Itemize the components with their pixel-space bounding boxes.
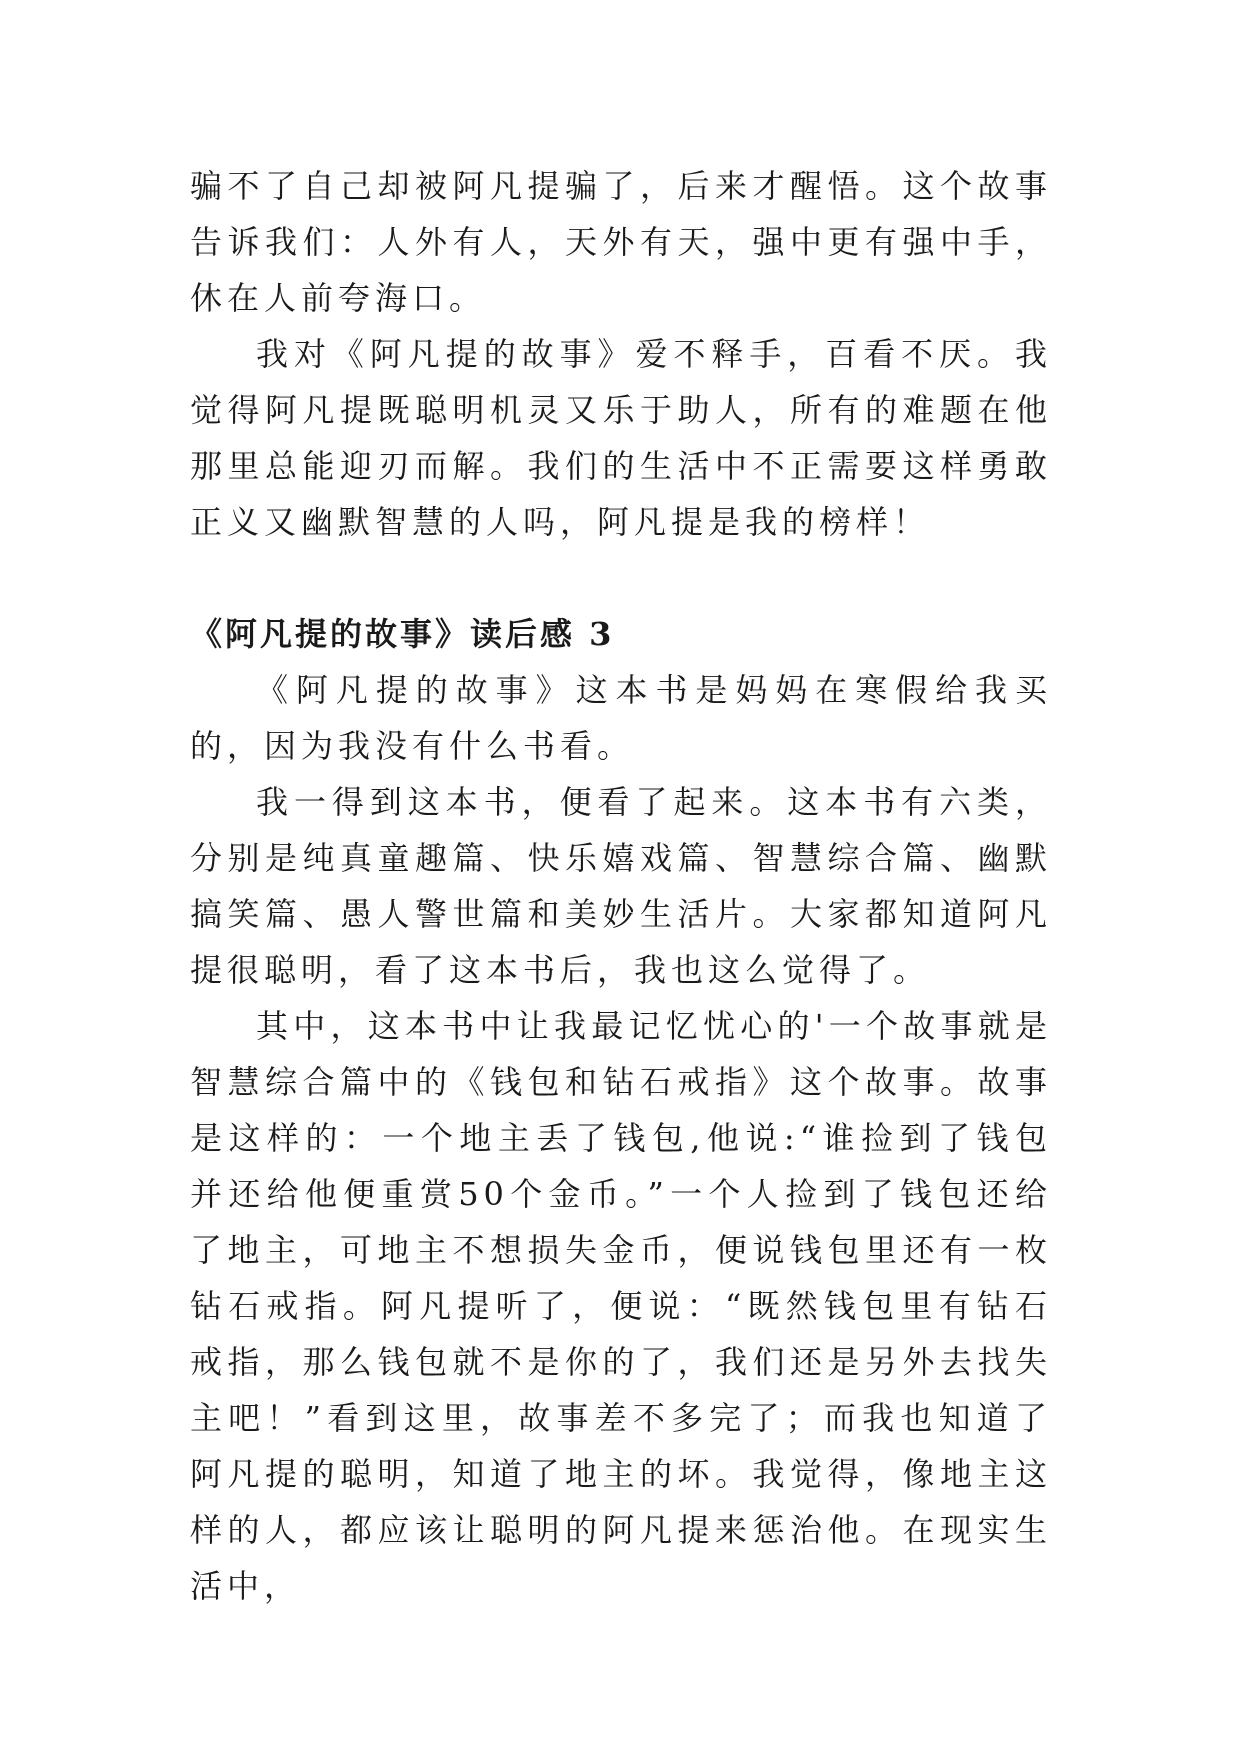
- paragraph-book-gift: 《阿凡提的故事》这本书是妈妈在寒假给我买的，因为我没有什么书看。: [190, 671, 1052, 765]
- section-title: 《阿凡提的故事》读后感 3: [190, 615, 615, 653]
- paragraph-book-categories: 我一得到这本书，便看了起来。这本书有六类，分别是纯真童趣篇、快乐嬉戏篇、智慧综合篇、幽默搞笑篇、愚人警世篇和美妙生活片。大家都知道阿凡提很聪明，看了这本书后，我也这么觉得了。: [190, 783, 1052, 989]
- document-body: [190, 158, 1052, 1614]
- paragraph-favorite: 我对《阿凡提的故事》爱不释手，百看不厌。我觉得阿凡提既聪明机灵又乐于助人，所有的难题在他那里总能迎刃而解。我们的生活中不正需要这样勇敢正义又幽默智慧的人吗，阿凡提是我的榜样！: [190, 335, 1052, 541]
- paragraph-wallet-story: 其中，这本书中让我最记忆忧心的'一个故事就是智慧综合篇中的《钱包和钻石戒指》这个故事。故事是这样的：一个地主丢了钱包,他说:“谁捡到了钱包并还给他便重赏50个金币。”一个人捡到了钱包还给了地主，可地主不想损失金币，便说钱包里还有一枚钻石戒指。阿凡提听了，便说：“既然钱包里有钻石戒指，那么钱包就不是你的了，我们还是另外去找失主吧！”看到这里，故事差不多完了；而我也知道了阿凡提的聪明，知道了地主的坏。我觉得，像地主这样的人，都应该让聪明的阿凡提来惩治他。在现实生活中，: [190, 1007, 1052, 1605]
- paragraph-continued: 骗不了自己却被阿凡提骗了，后来才醒悟。这个故事告诉我们：人外有人，天外有天，强中更有强中手，休在人前夸海口。: [190, 167, 1052, 317]
